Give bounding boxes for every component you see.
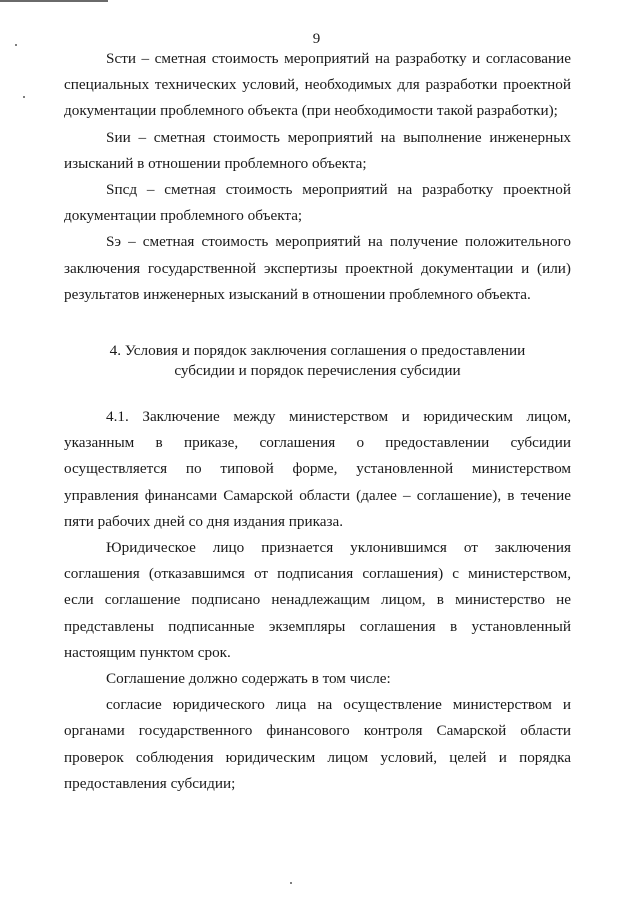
body-paragraph: 4.1. Заключение между министерством и юридическим лицом, указанным в приказе, соглашения о предоставлении субсидии осуществляется по типовой форме, установленной министерством управления финансами Самарской области (далее – соглашение), в течение пяти рабочих дней со дня издания приказа.: [64, 408, 571, 530]
definition-paragraph: Sэ – сметная стоимость мероприятий на получение положительного заключения государственной экспертизы проектной документации и (или) результатов инженерных изысканий в отношении проблемного объекта.: [64, 233, 571, 303]
definition-paragraph: Sсти – сметная стоимость мероприятий на разработку и согласование специальных технических условий, необходимых для разработки проектной документации проблемного объекта (при необходимости такой разработки);: [64, 50, 571, 120]
page-number: 9: [312, 31, 321, 47]
section-body: [64, 404, 571, 797]
body-paragraph: Соглашение должно содержать в том числе:: [106, 670, 391, 688]
scan-speck: [290, 882, 292, 884]
definition-paragraph: Sии – сметная стоимость мероприятий на выполнение инженерных изысканий в отношении проблемного объекта;: [64, 128, 571, 172]
section-heading-line: 4. Условия и порядок заключения соглашения о предоставлении: [109, 342, 526, 359]
scan-edge-mark: [0, 0, 108, 2]
definition-paragraph: Sпсд – сметная стоимость мероприятий на разработку проектной документации проблемного объекта;: [64, 181, 571, 225]
section-heading-line: субсидии и порядок перечисления субсидии: [174, 362, 461, 379]
body-paragraph: Юридическое лицо признается уклонившимся от заключения соглашения (отказавшимся от подписания соглашения) с министерством, если соглашение подписано ненадлежащим лицом, в министерство не представлены подписанные экземпляры соглашения в установленный настоящим пунктом срок.: [64, 539, 571, 661]
section-heading: [64, 341, 571, 381]
definitions-block: [64, 46, 571, 308]
body-paragraph: согласие юридического лица на осуществление министерством и органами государственного финансового контроля Самарской области проверок соблюдения юридическим лицом условий, целей и порядка предоставления субсидии;: [64, 696, 571, 792]
scan-speck: [23, 96, 25, 98]
